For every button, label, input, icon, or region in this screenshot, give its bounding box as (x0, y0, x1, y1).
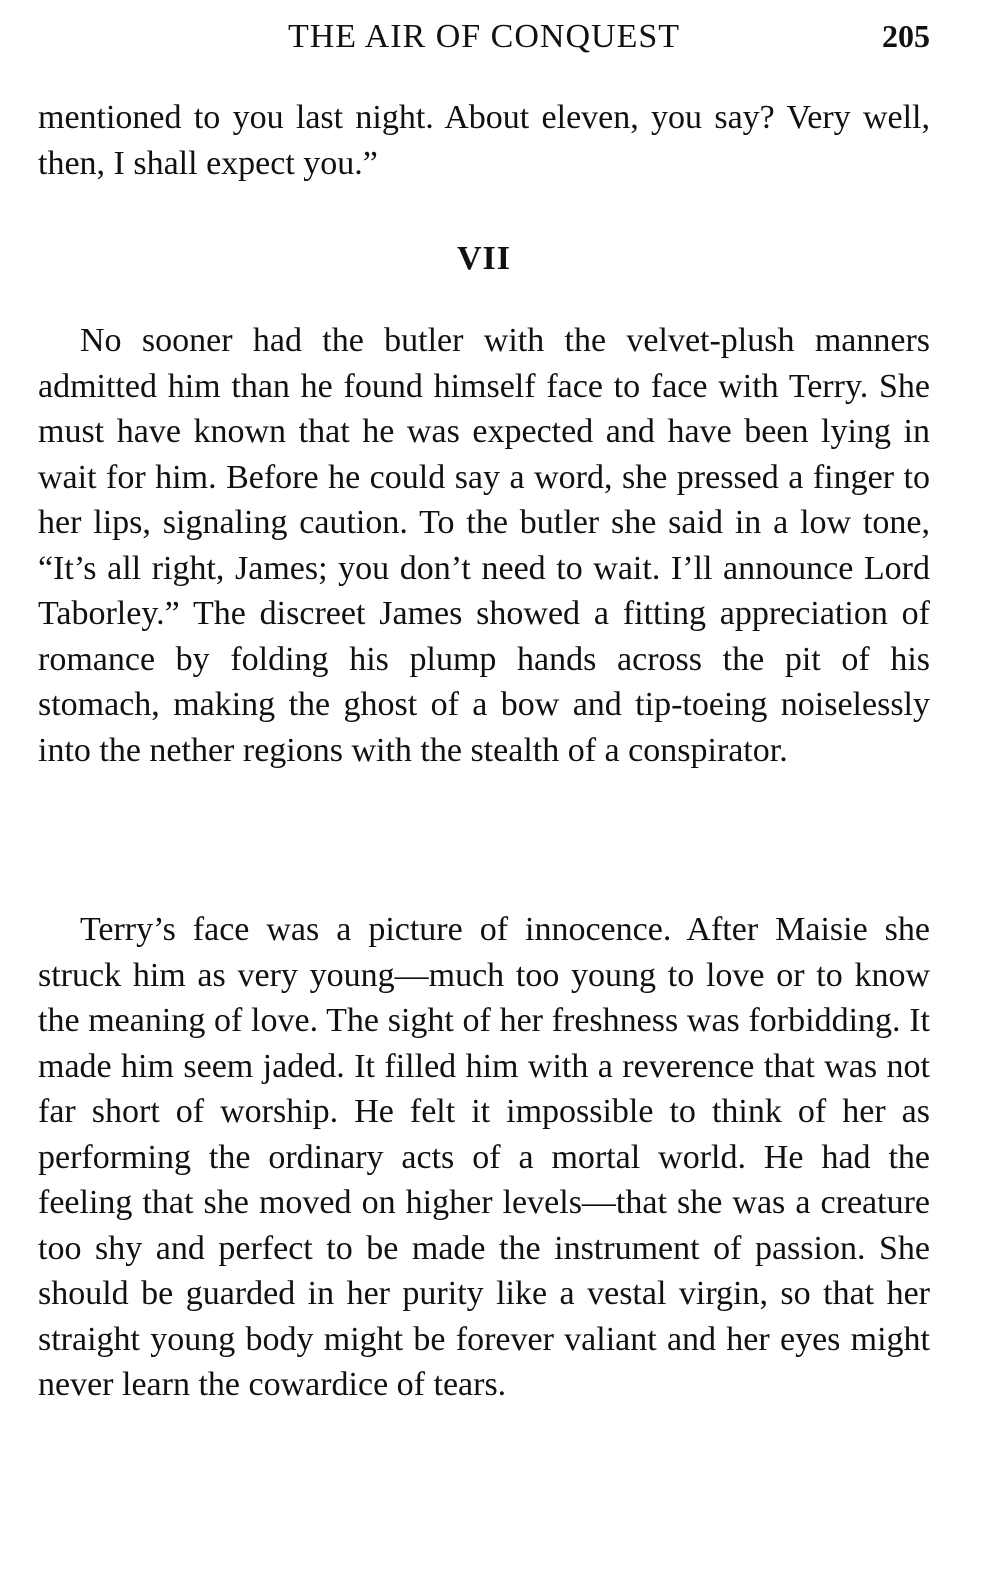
running-head (38, 18, 930, 68)
running-title: THE AIR OF CONQUEST (287, 18, 681, 55)
chapter-number: VII (456, 240, 512, 277)
paragraph-2: Terry’s face was a picture of innocence. After Maisie she struck him as very young—much too young to love or to know the meaning of love. The sight of her freshness was forbidding. It made him seem jaded. It filled him with a reverence that was not far short of worship. He felt it impossible to think of her as performing the ordinary acts of a mortal world. He had the feeling that she moved on higher levels—that she was a creature too shy and perfect to be made the instrument of passion. She should be guarded in her purity like a vestal virgin, so that her straight young body might be forever valiant and her eyes might never learn the cowardice of tears. (38, 911, 930, 1403)
continued-paragraph: mentioned to you last night. About eleven, you say? Very well, then, I shall expect you.” (38, 99, 930, 182)
paragraph-1: No sooner had the butler with the velvet-plush manners admitted him than he found himself face to face with Terry. She must have known that he was expected and have been lying in wait for him. Before he could say a word, she pressed a finger to her lips, signaling caution. To the butler she said in a low tone, “It’s all right, James; you don’t need to wait. I’ll announce Lord Taborley.” The discreet James showed a fitting appreciation of romance by folding his plump hands across the pit of his stomach, making the ghost of a bow and tip-toeing noiselessly into the nether regions with the stealth of a conspirator. (38, 322, 930, 769)
page-number: 205 (882, 18, 930, 54)
